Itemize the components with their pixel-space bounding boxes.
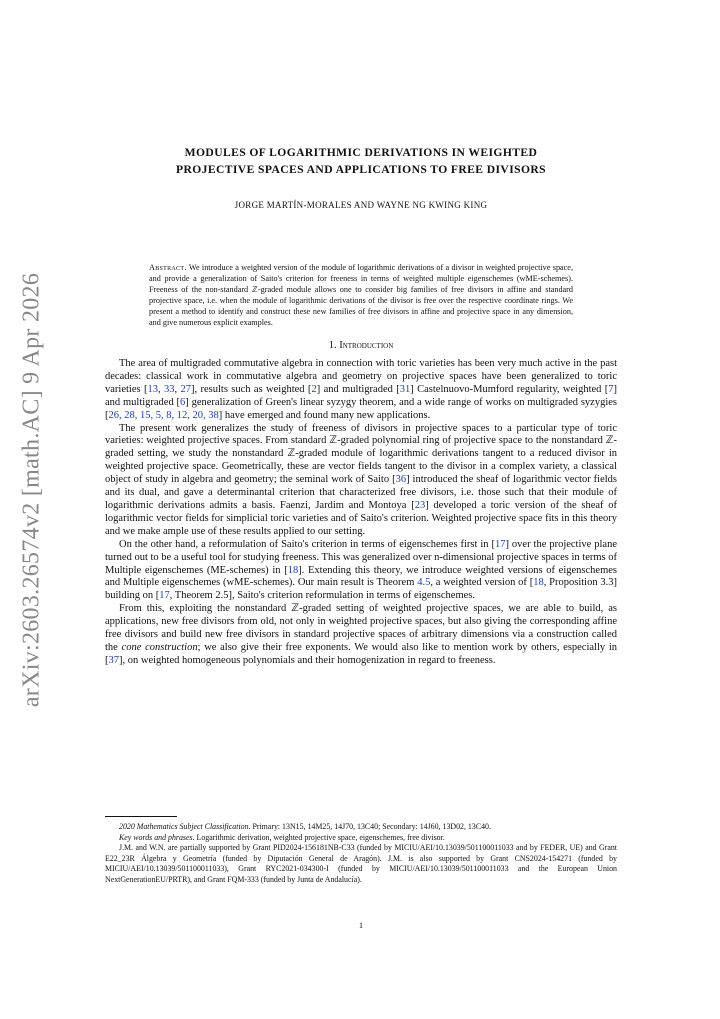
paper-authors: JORGE MARTÍN-MORALES AND WAYNE NG KWING KING [234,200,488,210]
footnote-keywords [105,833,617,844]
arxiv-identifier-text: arXiv:2603.26574v2 [math.AC] 9 Apr 2026 [18,272,45,708]
citation-link[interactable]: 18 [287,564,299,576]
title-line-2: PROJECTIVE SPACES AND APPLICATIONS TO FREE DIVISORS [175,163,546,176]
text-run: ] introduced the sheaf of logarithmic vector fields and its dual, and gave a determinantal criterion that characterized free divisors, i.e. those such that their module of logarithmic derivations admits a basis. Faenzi, Jardim and Montoya [ [105,474,618,511]
citation-link[interactable]: 27 [180,383,191,395]
citation-link[interactable]: 6 [180,396,186,408]
body-text [105,358,617,668]
text-run: The present work generalizes the study of freeness of divisors in projective spaces to a particular type of toric varieties: weighted projective spaces. From standard ℤ-graded polynomial ring of projective space to the nonstandard ℤ-graded setting, we study the nonstandard ℤ-graded module of logarithmic derivations tangent to a reduced divisor in weighted projective space. Geometrically, these are vector fields tangent to the divisor in a complex variety, a classical object of study in algebra and geometry; the seminal work of Saito [ [105,422,617,486]
citation-link[interactable]: 17 [159,590,170,602]
keywords-label: Key words and phrases. [119,832,195,842]
section-heading [105,340,617,351]
abstract [149,262,573,328]
text-run: On the other hand, a reformulation of Saito's criterion in terms of eigenschemes first in [ [119,538,495,550]
keywords-text: Logarithmic derivation, weighted projective space, eigenschemes, free divisor. [194,832,445,842]
citation-link[interactable]: 26, 28, 15, 5, 8, 12, 20, 38 [108,409,219,421]
citation-link[interactable]: 33 [163,383,175,395]
arxiv-identifier-stamp [12,272,52,708]
citation-link[interactable]: 13 [147,383,158,395]
citation-link[interactable]: 2 [311,383,317,395]
section-title: Introduction [339,340,394,351]
text-run: , Theorem 2.5], Saito's criterion reformulation in terms of eigenschemes. [169,590,475,602]
footnote-rule [105,816,177,817]
text-run: , a weighted version of [ [430,577,534,589]
citation-link[interactable]: 18 [533,577,544,589]
text-run: ], on weighted homogeneous polynomials and their homogenization in regard to freeness. [119,654,496,666]
paragraph-1 [105,358,617,423]
text-run: , Proposition 3.3] building on [ [105,577,617,602]
text-run: The area of multigraded commutative algebra in connection with toric varieties has been very much active in the past decades: classical work in commutative algebra and geometry on projective spaces have been generalized to toric varieties [ [105,358,617,395]
citation-link[interactable]: 36 [395,474,407,486]
text-run: ] and multigraded [ [316,383,400,395]
text-run: , [157,383,164,395]
page-number: 1 [358,920,364,930]
abstract-text: We introduce a weighted version of the module of logarithmic derivations of a divisor in weighted projective space, and provide a generalization of Saito's criterion for freeness in terms of weighted multiple eigenschemes (wME-schemes). Freeness of the non-standard ℤ-graded module allows one to consider big families of free divisors in affine and standard projective space, i.e. when the module of logarithmic derivations of the divisor is free over the respective coordinate rings. We present a method to identify and construct these new families of free divisors in affine and projective space in any dimension, and give numerous explicit examples. [149,263,573,327]
text-run: ] and multigraded [ [105,383,618,408]
citation-link[interactable]: 31 [399,383,411,395]
text-run: From this, exploiting the nonstandard ℤ-graded setting of weighted projective spaces, we are able to build, as applications, new free divisors from old, not only in weighted projective spaces, but also giving the corresponding affine free divisors and build new free divisors in standard projective spaces of arbitrary dimensions via a construction called the [105,603,617,653]
footnote-funding: J.M. and W.N. are partially supported by Grant PID2024-156181NB-C33 (funded by MICIU/AEI/10.13039/501100011033 and by FEDER, UE) and Grant E22_23R Álgebra y Geometría (funded by Diputación General de Aragón). J.M. is also supported by Grant CNS2024-154271 (funded by MICIU/AEI/10.13039/501100011033), Grant RYC2021-034300-I (funded by MICIU/AEI/10.13039/501100011033 and the European Union NextGenerationEU/PRTR), and Grant FQM-333 (funded by Junta de Andalucía). [105,843,617,884]
msc-label: 2020 Mathematics Subject Classification. [119,822,251,831]
citation-link[interactable]: 37 [108,654,119,666]
paragraph-2 [105,423,617,539]
text-run: , [174,383,181,395]
text-run: ; we also give their free exponents. We would also like to mention work by others, especially in [ [105,641,618,666]
title-line-1: MODULES OF LOGARITHMIC DERIVATIONS IN WEIGHTED [184,146,538,159]
text-run: ] have emerged and found many new applications. [218,409,431,421]
footnotes [105,822,617,886]
text-run: ]. Extending this theory, we introduce weighted versions of eigenschemes and Multiple eigenschemes (wME-schemes). Our main result is Theorem [105,564,617,589]
msc-text: Primary: 13N15, 14M25, 14J70, 13C40; Secondary: 14J60, 13D02, 13C40. [250,822,491,831]
citation-link[interactable]: 23 [414,499,426,511]
paper-title [105,144,617,178]
emphasis: cone construction [121,641,198,653]
theorem-link[interactable]: 4.5 [417,577,431,589]
paragraph-4 [105,603,617,668]
paragraph-3 [105,539,617,604]
text-run: ], results such as weighted [ [190,383,312,395]
citation-link[interactable]: 7 [608,383,614,395]
abstract-heading: Abstract. [149,263,187,272]
text-run: ] over the projective plane turned out to be a useful tool for studying freeness. This was generalized over n-dimensional projective spaces in terms of Multiple eigenschemes (ME-schemes) in [ [105,538,617,576]
footnote-msc [105,822,617,833]
section-number: 1. [328,340,337,351]
text-run: ] generalization of Green's linear syzygy theorem, and a wide range of works on multigraded syzygies [ [105,396,617,421]
text-run: ] developed a toric version of the sheaf of logarithmic vector fields for simplicial toric varieties and of Saito's criterion. Weighted projective space fits in this theory and we make ample use of these results applied to our setting. [105,499,617,537]
text-run: ] Castelnuovo-Mumford regularity, weighted [ [410,383,609,395]
citation-link[interactable]: 17 [494,538,506,550]
